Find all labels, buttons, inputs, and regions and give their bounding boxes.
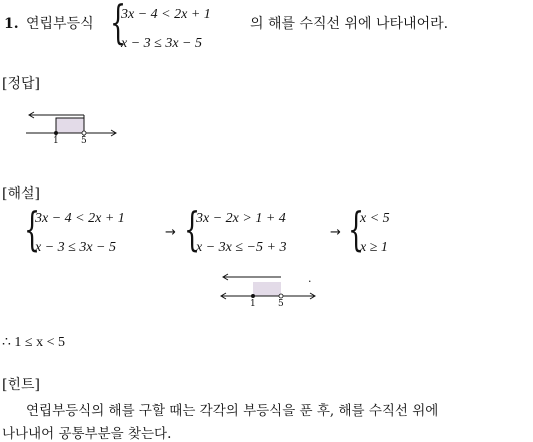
- problem-lead: 연립부등식: [26, 16, 94, 32]
- hint-heading: [힌트]: [2, 377, 40, 393]
- explanation-tick-5: 5: [278, 299, 284, 309]
- answer-heading: [정답]: [2, 76, 40, 92]
- hint-line-2: 나나내어 공통부분을 찾는다.: [2, 426, 172, 442]
- solution-shade: [56, 118, 84, 133]
- problem-ineq-2: x − 3 ≤ 3x − 5: [121, 36, 203, 51]
- arrow-2: →: [330, 225, 341, 240]
- arrow-1: →: [165, 225, 176, 240]
- problem-question: 의 해를 수직선 위에 나타내어라.: [250, 16, 449, 32]
- stray-dot: .: [308, 272, 312, 285]
- step3-ineq-1: x < 5: [360, 211, 390, 226]
- solution-shade: [253, 282, 281, 296]
- step2-brace: {: [184, 202, 201, 256]
- problem-ineq-1: 3x − 4 < 2x + 1: [121, 7, 211, 22]
- explanation-tick-1: 1: [250, 299, 256, 309]
- answer-tick-5: 5: [81, 136, 87, 146]
- conclusion: ∴ 1 ≤ x < 5: [2, 335, 65, 350]
- step3-ineq-2: x ≥ 1: [360, 240, 388, 255]
- problem-brace: {: [110, 0, 127, 49]
- point-5: [279, 294, 283, 298]
- closed-point-1: [54, 131, 58, 135]
- explanation-heading: [해설]: [2, 186, 40, 202]
- point-1: [251, 294, 255, 298]
- open-point-5: [82, 131, 86, 135]
- hint-line-1: 연립부등식의 해를 구할 때는 각각의 부등식을 푼 후, 해를 수직선 위에: [26, 403, 439, 419]
- step3-brace: {: [348, 202, 365, 256]
- step2-ineq-2: x − 3x ≤ −5 + 3: [196, 240, 287, 255]
- problem-number: 1.: [4, 16, 19, 32]
- answer-tick-1: 1: [53, 136, 59, 146]
- step1-brace: {: [24, 202, 41, 256]
- step1-ineq-2: x − 3 ≤ 3x − 5: [35, 240, 117, 255]
- step1-ineq-1: 3x − 4 < 2x + 1: [35, 211, 125, 226]
- answer-number-line: [0, 100, 140, 150]
- step2-ineq-1: 3x − 2x > 1 + 4: [196, 211, 286, 226]
